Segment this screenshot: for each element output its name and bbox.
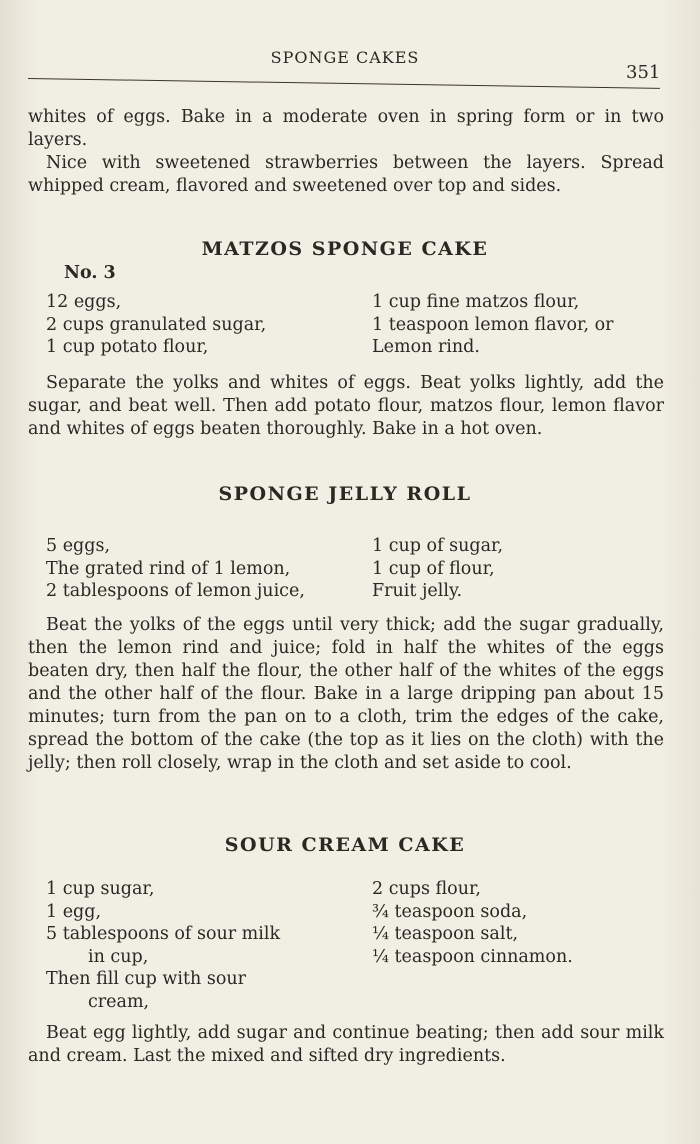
running-title: SPONGE CAKES	[270, 48, 420, 67]
ingredient: 2 tablespoons of lemon juice,	[46, 581, 305, 601]
method-text: Separate the yolks and whites of eggs. Beat yolks lightly, add the sugar, and beat well. Then add potato flour, matzos flour, lemon flavor and whites of eggs beaten thoroughly. Bake in a hot oven.	[28, 373, 664, 439]
ingredient: 1 teaspoon lemon flavor, or	[372, 314, 614, 335]
ingredient: 1 cup fine matzos flour,	[372, 292, 580, 312]
ingredient: 1 egg,	[46, 901, 102, 922]
header-rule	[28, 78, 660, 89]
ingredient: ¾ teaspoon soda,	[372, 901, 528, 922]
method-paragraph	[28, 614, 664, 775]
continuation-paragraph-2	[28, 152, 664, 198]
ingredient: Then fill cup with sour	[46, 969, 246, 989]
method-text: Beat the yolks of the eggs until very thick; add the sugar gradually, then the lemon rind and juice; fold in half the whites of the eggs beaten dry, then half the flour, the other half of the whites of the eggs and the other half of the flour. Bake in a large dripping pan about 15 minutes; turn from the pan on to a cloth, trim the edges of the cake, spread the bottom of the cake (the top as it lies on the cloth) with the jelly; then roll closely, wrap in the cloth and set aside to cool.	[28, 615, 664, 773]
continuation-line-1: whites of eggs. Bake in a moderate oven in spring form or in two layers.	[28, 107, 664, 150]
ingredient: 1 cup sugar,	[46, 879, 155, 899]
method-text: Beat egg lightly, add sugar and continue beating; then add sour milk and cream. Last the mixed and sifted dry ingredients.	[28, 1023, 664, 1066]
recipe-title-sponge-jelly-roll: SPONGE JELLY ROLL	[218, 483, 472, 505]
ingredient: 5 eggs,	[46, 536, 111, 556]
recipe-subtitle: No. 3	[64, 263, 116, 283]
ingredient: Lemon rind.	[372, 337, 480, 357]
ingredient: ¼ teaspoon cinnamon.	[372, 946, 573, 967]
recipe-title-sour-cream-cake: SOUR CREAM CAKE	[224, 834, 466, 856]
ingredient: The grated rind of 1 lemon,	[46, 558, 291, 579]
ingredient: cream,	[88, 991, 150, 1012]
ingredients-left-column	[46, 535, 305, 603]
ingredient: 5 tablespoons of sour milk	[46, 924, 281, 944]
ingredient: 1 cup of sugar,	[372, 536, 504, 556]
ingredient: ¼ teaspoon salt,	[372, 924, 519, 944]
continuation-line-2: Nice with sweetened strawberries between the layers. Spread whipped cream, flavored and sweetened over top and sides.	[28, 153, 664, 196]
ingredient: 1 cup potato flour,	[46, 337, 209, 357]
ingredients-left-column	[46, 291, 266, 359]
ingredients-left-column	[46, 878, 280, 1013]
ingredient: 2 cups granulated sugar,	[46, 314, 267, 335]
ingredients-right-column	[372, 535, 503, 603]
recipe-title-matzos-sponge-cake: MATZOS SPONGE CAKE	[201, 238, 489, 260]
ingredient: Fruit jelly.	[372, 581, 463, 601]
ingredient: 12 eggs,	[46, 292, 122, 312]
method-paragraph	[28, 372, 664, 441]
ingredients-right-column	[372, 291, 614, 359]
page-number: 351	[626, 62, 661, 83]
ingredients-right-column	[372, 878, 573, 968]
ingredient: 1 cup of flour,	[372, 558, 495, 579]
method-paragraph	[28, 1022, 664, 1068]
continuation-paragraph	[28, 106, 664, 152]
ingredient: 2 cups flour,	[372, 879, 481, 899]
ingredient: in cup,	[88, 946, 149, 967]
